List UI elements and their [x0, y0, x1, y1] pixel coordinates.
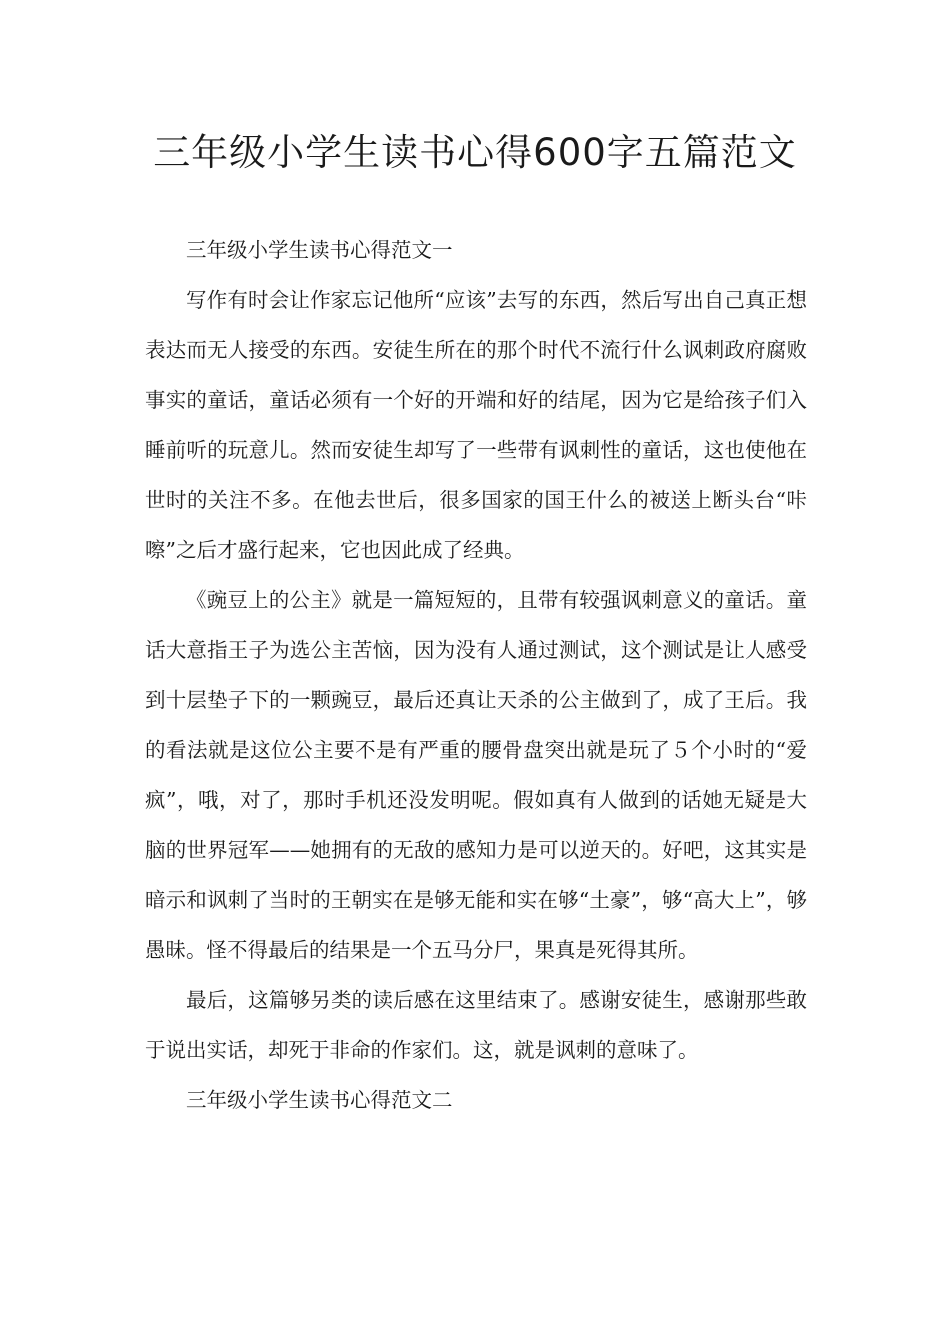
- paragraph: 写作有时会让作家忘记他所“应该”去写的东西，然后写出自己真正想表达而无人接受的东西。安徒生所在的那个时代不流行什么讽刺政府腐败事实的童话，童话必须有一个好的开端和好的结尾，因为它是给孩子们入睡前听的玩意儿。然而安徒生却写了一些带有讽刺性的童话，这也使他在世时的关注不多。在他去世后，很多国家的国王什么的被送上断头台“咔嚓”之后才盛行起来，它也因此成了经典。: [145, 288, 807, 562]
- document-body: [145, 225, 807, 1125]
- document-title: 三年级小学生读书心得600字五篇范文: [153, 131, 797, 174]
- section-heading-2: 三年级小学生读书心得范文二: [186, 1088, 453, 1112]
- section-heading-1: 三年级小学生读书心得范文一: [186, 238, 453, 262]
- paragraph: 《豌豆上的公主》就是一篇短短的，且带有较强讽刺意义的童话。童话大意指王子为选公主苦恼，因为没有人通过测试，这个测试是让人感受到十层垫子下的一颗豌豆，最后还真让天杀的公主做到了，成了王后。我的看法就是这位公主要不是有严重的腰骨盘突出就是玩了５个小时的“爱疯”，哦，对了，那时手机还没发明呢。假如真有人做到的话她无疑是大脑的世界冠军——她拥有的无敌的感知力是可以逆天的。好吧，这其实是暗示和讽刺了当时的王朝实在是够无能和实在够“土豪”，够“高大上”，够愚昧。怪不得最后的结果是一个五马分尸，果真是死得其所。: [145, 588, 807, 962]
- paragraph: 最后，这篇够另类的读后感在这里结束了。感谢安徒生，感谢那些敢于说出实话，却死于非命的作家们。这，就是讽刺的意味了。: [145, 988, 807, 1062]
